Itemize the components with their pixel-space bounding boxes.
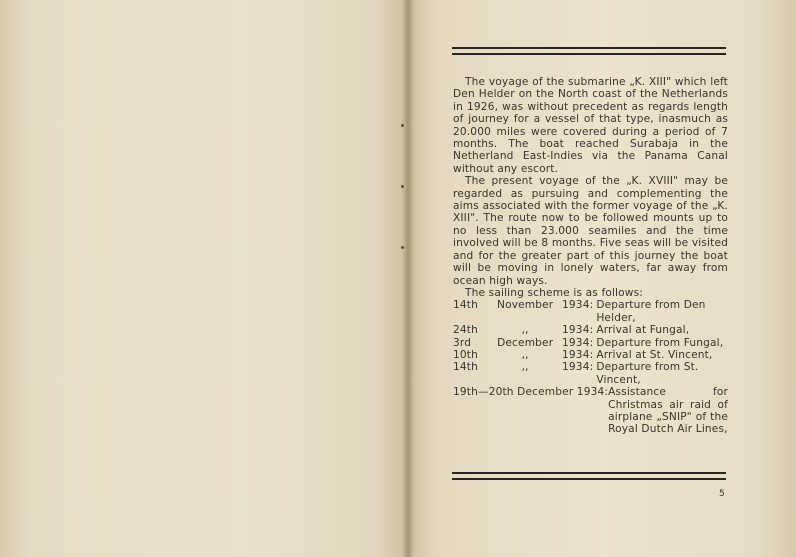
schedule-year: 1934: [562,336,594,349]
schedule-month: ,, [521,361,529,374]
schedule-year: 1934: [562,324,594,337]
sailing-schedule [453,299,726,386]
paragraph-2: The present voyage of the „K. XVIII" may be regarded as pursuing and complementing the aims associated with the former voyage of the „K. XIII". The route now to be followed mounts up to no less than 23.000 seamiles and the time involved will be 8 months. Five seas will be visited and for the greater part of this journey the boat will be moving in lonely waters, far away from ocean high ways. [453,175,728,287]
binding-mark [401,124,404,127]
binding-mark [401,246,404,249]
page-number: 5 [719,489,725,499]
schedule-month: ,, [521,348,529,361]
schedule-long-event: Assistance for Christmas air raid of airplane „SNIP" of the Royal Dutch Air Lines, [608,386,728,436]
schedule-intro: The sailing scheme is as follows: [465,286,643,299]
body-text [453,76,728,436]
schedule-event: Arrival at Fungal, [596,324,690,337]
schedule-row [453,324,726,336]
top-double-rule [452,47,726,55]
book-gutter [402,0,414,557]
schedule-month: November [497,299,554,312]
schedule-long-date: 19th—20th December 1934: [453,386,609,399]
schedule-month: December [497,336,554,349]
schedule-year: 1934: [562,299,594,312]
schedule-day: 10th [453,348,478,361]
schedule-row [453,361,726,386]
schedule-year: 1934: [562,348,594,361]
schedule-row [453,299,726,324]
schedule-day: 14th [453,361,478,374]
schedule-event: Departure from St. Vincent, [596,361,699,386]
schedule-event: Departure from Fungal, [596,336,724,349]
schedule-row [453,349,726,361]
binding-mark [401,185,404,188]
schedule-day: 3rd [453,336,472,349]
schedule-row [453,337,726,349]
bottom-double-rule [452,472,726,480]
paragraph-1: The voyage of the submarine „K. XIII" which left Den Helder on the North coast of the Netherlands in 1926, was without precedent as regards length of journey for a vessel of that type, inasmuch as 20.000 miles were covered during a period of 7 months. The boat reached Surabaja in the Netherland East-Indies via the Panama Canal without any escort. [453,76,728,175]
schedule-month: ,, [521,324,529,337]
schedule-event: Departure from Den Helder, [596,299,706,324]
schedule-event: Arrival at St. Vincent, [596,348,713,361]
schedule-long-entry [453,386,728,436]
schedule-day: 14th [453,299,478,312]
schedule-year: 1934: [562,361,594,374]
schedule-day: 24th [453,324,478,337]
